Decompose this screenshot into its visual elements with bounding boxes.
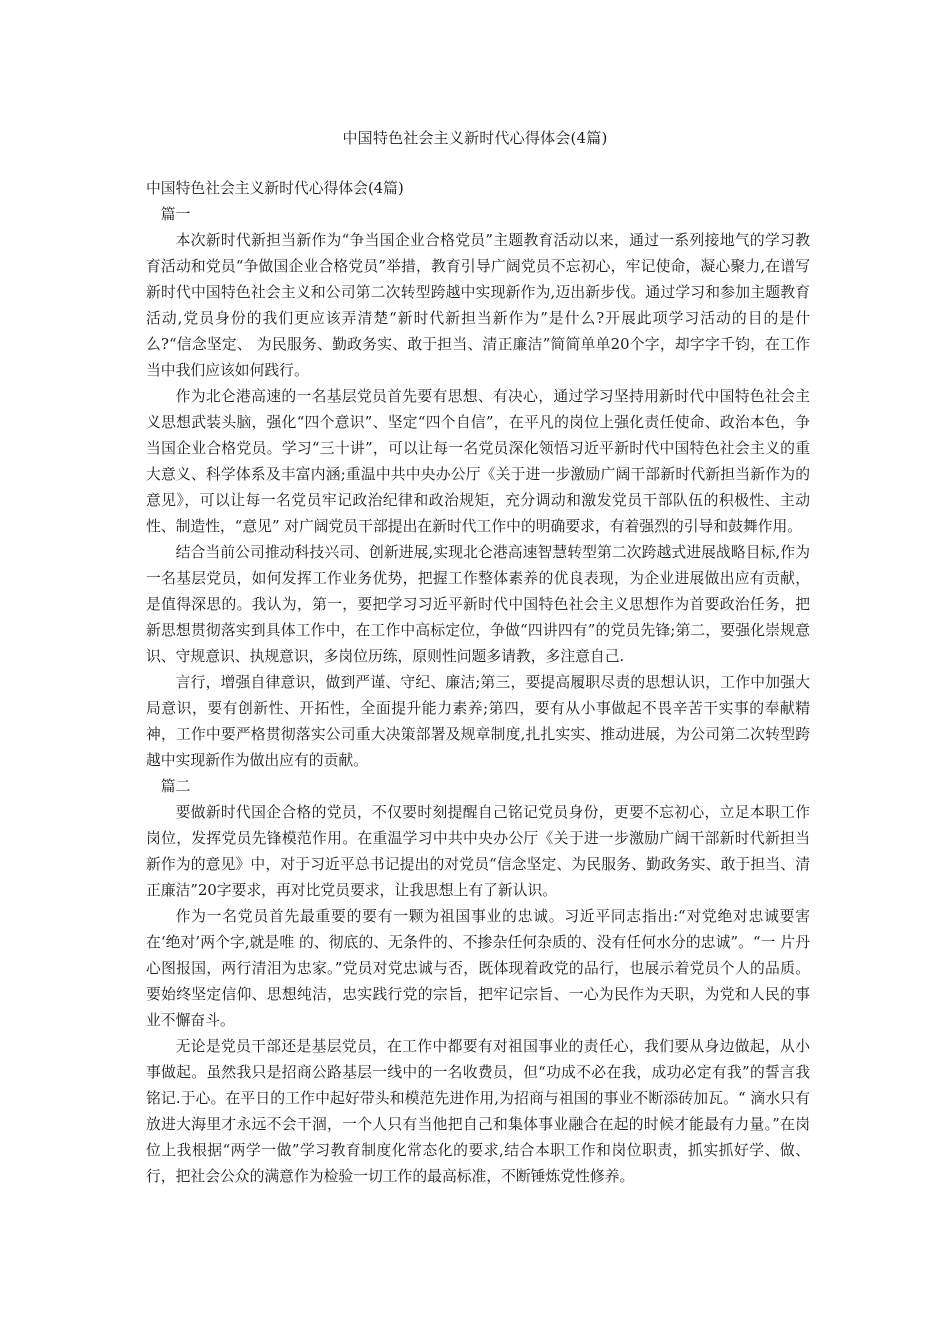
paragraph: 言行，增强自律意识，做到严谨、守纪、廉洁;第三，要提高履职尽责的思想认识，工作中加强大局意识，要有创新性、开拓性，全面提升能力素养;第四，要有从小事做起不畏辛苦干实事的奉献精神，工作中要严格贯彻落实公司重大决策部署及规章制度,扎扎实实、推动进展，为公司第二次转型跨越中实现新作为做出应有的贡献。 (146, 674, 810, 769)
document-body (146, 176, 810, 1190)
document-title: 中国特色社会主义新时代心得体会(4篇) (342, 129, 608, 147)
section-label-2: 篇二 (160, 778, 191, 795)
paragraph: 作为一名党员首先最重要的要有一颗为祖国事业的忠诚。习近平同志指出:“对党绝对忠诚要害在‘绝对’两个字,就是唯 的、彻底的、无条件的、不掺杂任何杂质的、没有任何水分的忠诚”。“一 片丹心图报国，两行清泪为忠家。”党员对党忠诚与否，既体现着政党的品行，也展示着党员个人的品质。要始终坚定信仰、思想纯洁，忠实践行党的宗旨，把牢记宗旨、一心为民作为天职，为党和人民的事业不懈奋斗。 (146, 908, 810, 1029)
paragraph: 无论是党员干部还是基层党员，在工作中都要有对祖国事业的责任心，我们要从身边做起，从小事做起。虽然我只是招商公路基层一线中的一名收费员，但“功成不必在我，成功必定有我”的誓言我铭记.于心。在平日的工作中起好带头和模范先进作用,为招商与祖国的事业不断添砖加瓦。“ 滴水只有放进大海里才永远不会干涸，一个人只有当他把自己和集体事业融合在起的时候才能最有力量。”在岗位上我根据“两学一做”学习教育制度化常态化的要求,结合本职工作和岗位职责，抓实抓好学、做、行，把社会公众的满意作为检验一切工作的最高标准，不断锤炼党性修养。 (146, 1038, 810, 1185)
paragraph: 要做新时代国企合格的党员，不仅要时刻提醒自己铭记党员身份，更要不忘初心，立足本职工作岗位，发挥党员先锋模范作用。在重温学习中共中央办公厅《关于进一步激励广阔干部新时代新担当新作为的意见》中，对于习近平总书记提出的对党员“信念坚定、为民服务、勤政务实、敢于担当、清正廉洁”20字要求，再对比党员要求，让我思想上有了新认识。 (146, 804, 810, 899)
paragraph: 作为北仑港高速的一名基层党员首先要有思想、有决心，通过学习坚持用新时代中国特色社会主义思想武装头脑，强化“四个意识”、坚定“四个自信”，在平凡的岗位上强化责任使命、政治本色，争当国企业合格党员。学习“三十讲”，可以让每一名党员深化领悟习近平新时代中国特色社会主义的重大意义、科学体系及丰富内涵;重温中共中央办公厅《关于进一步激励广阔干部新时代新担当新作为的意见》，可以让每一名党员牢记政治纪律和政治规矩，充分调动和激发党员干部队伍的积极性、主动性、制造性，“意见” 对广阔党员干部提出在新时代工作中的明确要求，有着强烈的引导和鼓舞作用。 (146, 388, 810, 535)
paragraph: 本次新时代新担当新作为“争当国企业合格党员”主题教育活动以来，通过一系列接地气的学习教育活动和党员“争做国企业合格党员”举措，教育引导广阔党员不忘初心，牢记使命，凝心聚力,在谱写新时代中国特色社会主义和公司第二次转型跨越中实现新作为,迈出新步伐。通过学习和参加主题教育活动,党员身份的我们更应该弄清楚“新时代新担当新作为”是什么?开展此项学习活动的目的是什么?“信念坚定、 为民服务、勤政务实、敢于担当、清正廉洁”简简单单20个字，却字字千钧，在工作当中我们应该如何践行。 (146, 232, 810, 379)
paragraph: 结合当前公司推动科技兴司、创新进展,实现北仑港高速智慧转型第二次跨越式进展战略目标,作为一名基层党员，如何发挥工作业务优势，把握工作整体素养的优良表现，为企业进展做出应有贡献，是值得深思的。我认为，第一，要把学习习近平新时代中国特色社会主义思想作为首要政治任务，把新思想贯彻落实到具体工作中，在工作中高标定位，争做“四讲四有”的党员先锋;第二，要强化崇规意识、守规意识、执规意识，多岗位历练，原则性问题多请教，多注意自己. (146, 544, 810, 665)
document-heading: 中国特色社会主义新时代心得体会(4篇) (146, 180, 404, 197)
section-label-1: 篇一 (160, 206, 191, 223)
